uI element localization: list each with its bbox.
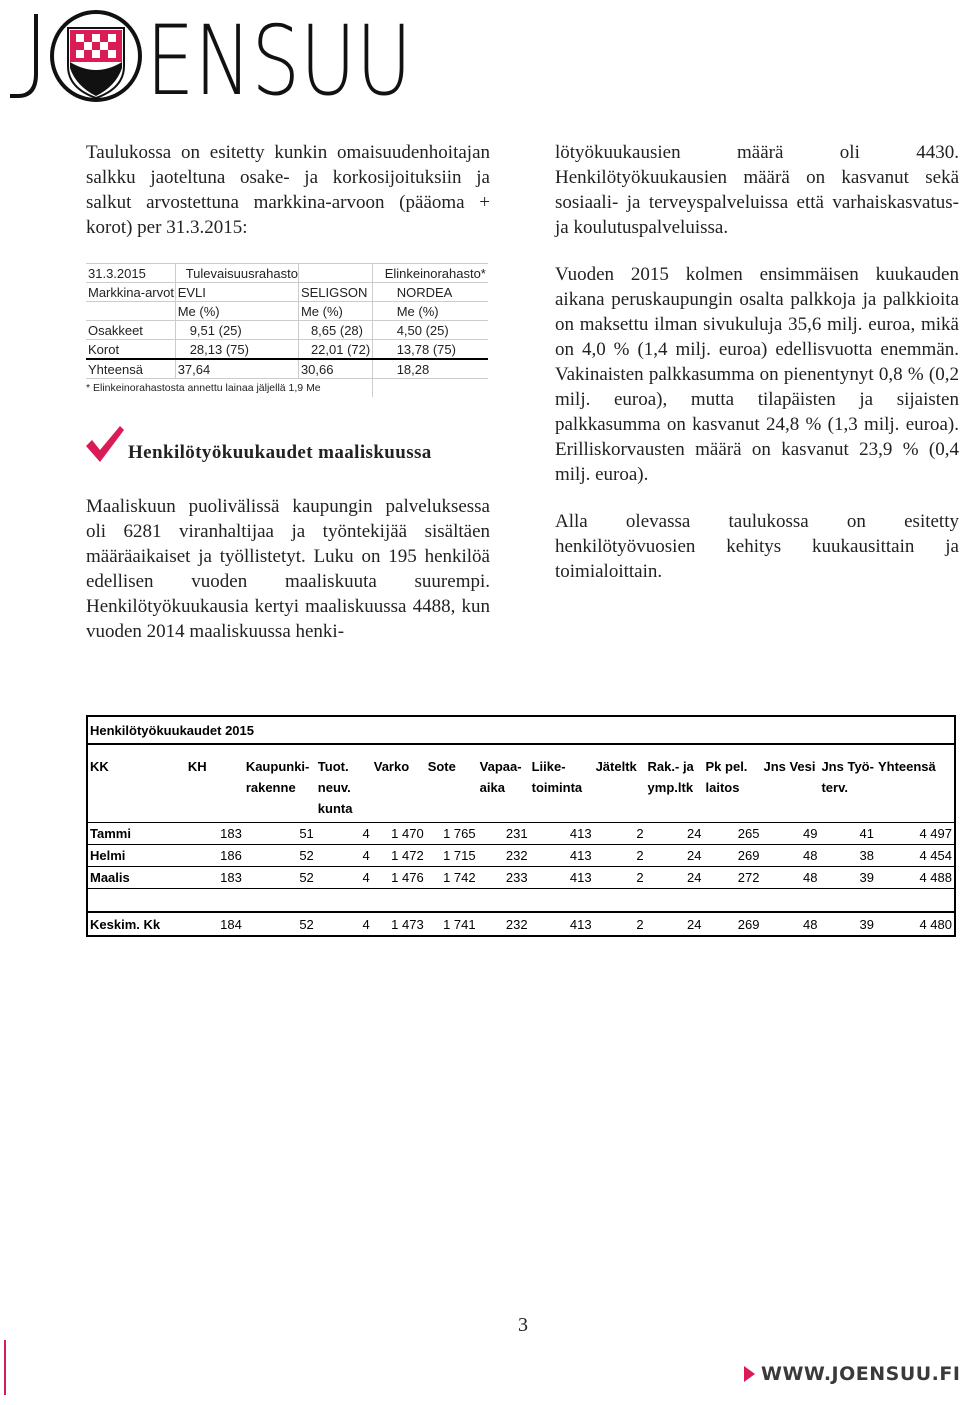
work-table-cell: 1 715 [426,845,478,867]
work-table-header-cell: KK [90,759,109,774]
work-table-cell: 41 [819,823,876,845]
work-table-cell: 232 [478,845,530,867]
work-table-cell: 1 765 [426,823,478,845]
checkmark-icon [84,424,126,469]
work-table-cell: 48 [761,845,819,867]
fund-table-cell: 30,66 [298,359,372,379]
work-table-header-cell: Jäteltk [595,759,637,774]
fund-table-note: * Elinkeinorahastosta annettu lainaa jäljellä 1,9 Me [86,379,372,398]
right-paragraph-2: Vuoden 2015 kolmen ensimmäisen kuukauden aikana peruskaupungin osalta palkkoja ja palkkioita on maksettu ilman sivukuluja 35,6 milj. euroa, mikä on 4,0 % (1,4 milj. euroa) edellisvuotta enemmän. Vakinaisten palkkasumma on pienentynyt 0,8 % (0,2 milj. euroa), mutta tilapäisten ja sijaisten palkkasumma on kasvanut 24,8 % (1,3 milj. euroa). Erilliskorvausten määrä on kasvanut 23,9 % (0,4 milj. euroa). [555,264,959,485]
fund-table-cell: Elinkeinorahasto* [372,264,488,283]
work-table-header-cell [876,801,954,823]
work-table-header-cell [594,801,646,823]
work-table-cell: 186 [186,845,244,867]
work-table-header-cell: Yhteensä [877,759,936,774]
work-table-cell: 232 [478,912,530,935]
fund-table-note-row [86,379,488,398]
work-table-cell: 1 473 [372,912,426,935]
work-table-header-cell [761,780,819,801]
work-table-header-row [88,801,954,823]
work-table-cell: 49 [761,823,819,845]
work-table-header-cell: Jns Työ- [821,759,874,774]
work-table-header-cell: ymp.ltk [647,780,694,795]
fund-table-row [86,264,488,283]
work-table-header-cell [186,801,244,823]
work-table-header-cell [88,801,186,823]
fund-table-cell [86,302,175,321]
work-table-cell: 1 472 [372,845,426,867]
work-table-header-cell [646,801,704,823]
work-table-cell: 184 [186,912,244,935]
work-table-spacer [88,744,954,759]
work-table-average-row [88,912,954,935]
work-table-cell: 51 [244,823,316,845]
work-months-table [86,715,956,937]
work-table-header-cell: KH [187,759,207,774]
work-table-cell: 1 741 [426,912,478,935]
left-accent-bar [4,1340,6,1395]
work-table-cell: 233 [478,867,530,889]
footer-url[interactable] [744,1363,960,1385]
work-table-cell: Maalis [88,867,186,889]
fund-table-cell: Markkina-arvot [88,284,174,300]
work-table-row [88,823,954,845]
section-paragraph: Maaliskuun puolivälissä kaupungin palveluksessa oli 6281 viranhaltijaa ja työntekijää sisältäen määräaikaiset ja työllistetyt. Luku on 195 henkilöä edellisen vuoden maaliskuuta suurempi. Henkilötyökuukausia kertyi maaliskuussa 4488, kun vuoden 2014 maaliskuussa henki- [86,496,490,642]
fund-table-cell: Yhteensä [86,359,175,379]
footer-url-text: WWW.JOENSUU.FI [761,1363,960,1385]
url-arrow-icon [744,1366,755,1382]
work-table-header-cell: neuv. [317,780,351,795]
work-table-cell: 183 [186,867,244,889]
fund-table-cell: 28,13 (75) [175,340,298,360]
work-table-header-cell: Tuot. [317,759,349,774]
work-table-header-cell: kunta [317,801,353,816]
work-table-cell: 413 [530,867,594,889]
work-table-header-cell [819,801,876,823]
work-table-header-cell [426,801,478,823]
work-table-cell: 265 [704,823,762,845]
work-table-cell: 4 [316,912,372,935]
joensuu-logo [6,5,416,117]
work-table-cell: 24 [646,845,704,867]
right-paragraph-3: Alla olevassa taulukossa on esitetty henkilötyövuosien kehitys kuukausittain ja toimialoittain. [555,511,959,582]
work-table-header-cell: Varko [373,759,410,774]
work-table-header-cell [186,780,244,801]
work-table-cell: 24 [646,867,704,889]
fund-table-row [86,359,488,379]
work-table-cell: 269 [704,912,762,935]
work-table-cell: 272 [704,867,762,889]
work-table-header-cell: Pk pel. [705,759,748,774]
work-table-title: Henkilötyökuukaudet 2015 [88,717,954,744]
work-table-header-cell: Kaupunki- [245,759,310,774]
fund-table-cell: 18,28 [372,359,488,379]
work-table-header-cell: Jns Vesi [763,759,816,774]
work-table-header-cell: toiminta [531,780,583,795]
work-table-header-cell: aika [479,780,505,795]
fund-table-row [86,302,488,321]
work-table-cell: 4 [316,867,372,889]
work-table-header-cell [876,780,954,801]
intro-paragraph: Taulukossa on esitetty kunkin omaisuudenhoitajan salkku jaoteltuna osake- ja korkosijoituksiin ja salkut arvostettuna markkina-arvoon (pääoma + korot) per 31.3.2015: [86,142,490,238]
work-table-header-cell: rakenne [245,780,296,795]
work-table-cell: Keskim. Kk [88,912,186,935]
fund-table-cell: Osakkeet [86,321,175,340]
work-table-header-cell [530,801,594,823]
section-body [86,494,490,644]
fund-table-cell: 4,50 (25) [372,321,488,340]
fund-table-cell: 22,01 (72) [298,340,372,360]
work-table-header-row [88,759,954,780]
work-table-header-cell: Sote [427,759,456,774]
work-table-cell: 413 [530,823,594,845]
work-table-header-cell [704,801,762,823]
work-table-cell: 52 [244,845,316,867]
work-table-cell: 24 [646,823,704,845]
work-table-header-cell [594,780,646,801]
work-table-cell: 48 [761,867,819,889]
work-table-cell: Tammi [88,823,186,845]
left-column-intro [86,140,490,240]
fund-table-cell: 9,51 (25) [175,321,298,340]
fund-table-cell: 13,78 (75) [372,340,488,360]
right-paragraph-1: lötyökuukausien määrä oli 4430. Henkilötyökuukausien määrä on kasvanut sekä sosiaali- ja terveyspalveluissa että varhaiskasvatus- ja koulutuspalveluissa. [555,142,959,238]
work-table-cell: 4 488 [876,867,954,889]
work-table-cell: 39 [819,867,876,889]
fund-table-cell: Me (%) [175,302,298,321]
right-column [555,140,959,584]
spacer-cell [88,889,954,913]
fund-table-row [86,283,488,302]
work-table-cell: 2 [594,912,646,935]
fund-table-cell: Tulevaisuusrahasto [175,264,298,283]
work-table-header-cell [426,780,478,801]
work-table-cell: 413 [530,845,594,867]
fund-table-cell: Me (%) [372,302,488,321]
work-table-cell: 2 [594,845,646,867]
fund-table-cell: Korot [86,340,175,360]
work-table-header-cell: Vapaa- [479,759,522,774]
spacer-cell [88,744,954,759]
section-heading: Henkilötyökuukaudet maaliskuussa [128,442,432,463]
work-table-header-cell [761,801,819,823]
work-table-cell: 4 480 [876,912,954,935]
work-table-cell: 2 [594,823,646,845]
work-table-header-cell [372,801,426,823]
work-table-header-row [88,780,954,801]
work-table-cell: 413 [530,912,594,935]
work-table-cell: 52 [244,912,316,935]
work-table-cell: 231 [478,823,530,845]
work-table-row [88,845,954,867]
fund-table-cell: Me (%) [298,302,372,321]
fund-table-cell: NORDEA [372,283,488,302]
work-table-cell: 4 454 [876,845,954,867]
work-table-row [88,867,954,889]
logo-wordmark: ENSUU [146,5,412,117]
work-table-header-cell [244,801,316,823]
coat-of-arms-icon [68,28,124,98]
work-table-cell: 269 [704,845,762,867]
joensuu-logo-graphic [6,5,416,117]
work-table-cell: 1 470 [372,823,426,845]
work-table-gap-row [88,889,954,913]
work-table-cell: 24 [646,912,704,935]
page-number: 3 [518,1314,528,1336]
work-table-cell: 52 [244,867,316,889]
work-table-cell: 183 [186,823,244,845]
work-table-header-cell [88,780,186,801]
work-table-cell: 4 [316,845,372,867]
fund-table-cell: EVLI [175,283,298,302]
work-table-cell: 39 [819,912,876,935]
work-table-header-cell [372,780,426,801]
work-table-cell: 48 [761,912,819,935]
work-table-header-cell: Liike- [531,759,566,774]
work-table-cell: 2 [594,867,646,889]
fund-table-cell [298,264,372,283]
fund-table-cell: 37,64 [175,359,298,379]
work-table-cell: 38 [819,845,876,867]
work-table-title-row [88,717,954,744]
work-table-header-cell: Rak.- ja [647,759,694,774]
work-table-header-cell [478,801,530,823]
work-table-header-cell: terv. [821,780,848,795]
fund-allocation-table [86,263,488,397]
work-table-cell: 4 [316,823,372,845]
fund-table-cell: 8,65 (28) [298,321,372,340]
fund-table-cell: SELIGSON [298,283,372,302]
fund-table-cell [372,379,488,398]
work-table-cell: 1 476 [372,867,426,889]
fund-table-cell: 31.3.2015 [86,264,175,283]
fund-table-row [86,340,488,360]
work-table-cell: Helmi [88,845,186,867]
work-table-header-cell: laitos [705,780,740,795]
work-table-cell: 4 497 [876,823,954,845]
work-table-cell: 1 742 [426,867,478,889]
fund-table-row [86,321,488,340]
